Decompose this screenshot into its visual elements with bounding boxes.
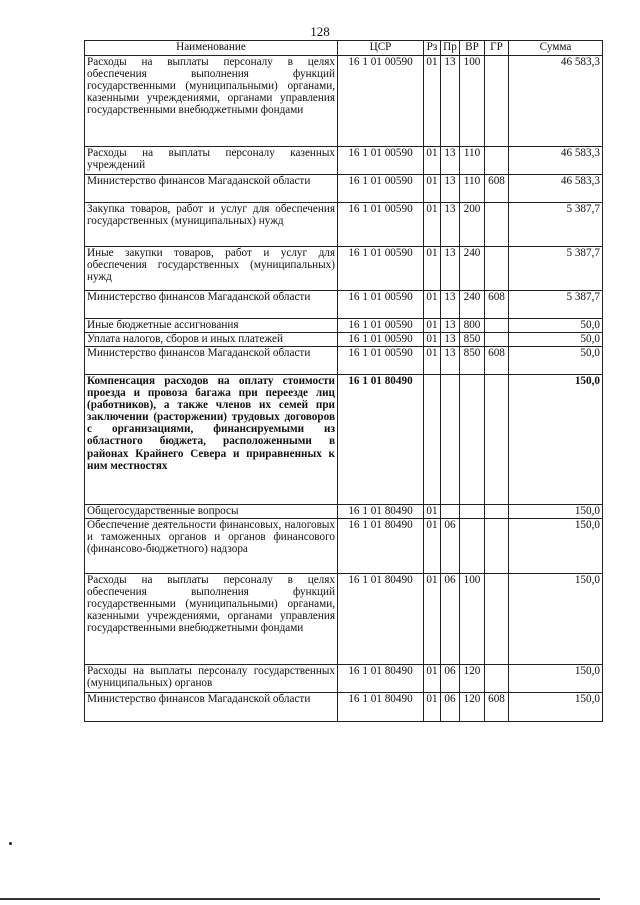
cell-csr: 16 1 01 00590	[338, 319, 424, 333]
cell-rz: 01	[424, 291, 441, 319]
table-row	[85, 347, 603, 375]
cell-sum: 150,0	[509, 505, 603, 519]
cell-rz: 01	[424, 519, 441, 574]
table-row	[85, 333, 603, 347]
cell-gr	[485, 665, 509, 693]
cell-name: Уплата налогов, сборов и иных платежей	[85, 333, 338, 347]
cell-pr: 13	[441, 247, 460, 291]
cell-vr: 120	[460, 693, 485, 722]
cell-name: Министерство финансов Магаданской области	[85, 347, 338, 375]
cell-vr: 200	[460, 203, 485, 247]
cell-pr: 13	[441, 147, 460, 175]
cell-vr: 800	[460, 319, 485, 333]
table-row	[85, 203, 603, 247]
cell-rz: 01	[424, 333, 441, 347]
cell-csr: 16 1 01 00590	[338, 347, 424, 375]
cell-name: Общегосударственные вопросы	[85, 505, 338, 519]
cell-rz: 01	[424, 147, 441, 175]
budget-table	[84, 40, 603, 722]
cell-csr: 16 1 01 80490	[338, 665, 424, 693]
table-row	[85, 319, 603, 333]
cell-rz: 01	[424, 247, 441, 291]
cell-pr: 13	[441, 175, 460, 203]
table-row	[85, 247, 603, 291]
cell-gr: 608	[485, 347, 509, 375]
cell-vr: 110	[460, 147, 485, 175]
cell-rz: 01	[424, 319, 441, 333]
cell-pr: 13	[441, 56, 460, 147]
cell-gr: 608	[485, 175, 509, 203]
cell-name: Министерство финансов Магаданской области	[85, 693, 338, 722]
cell-sum: 5 387,7	[509, 291, 603, 319]
cell-name: Иные бюджетные ассигнования	[85, 319, 338, 333]
cell-gr	[485, 147, 509, 175]
cell-name: Расходы на выплаты персоналу в целях обеспечения выполнения функций государственными (муниципальными) органами, казенными учреждениями, органами управления государственными внебюджетными фондами	[85, 56, 338, 147]
cell-name: Расходы на выплаты персоналу в целях обеспечения выполнения функций государственными (муниципальными) органами, казенными учреждениями, органами управления государственными внебюджетными фондами	[85, 574, 338, 665]
cell-csr: 16 1 01 80490	[338, 505, 424, 519]
header-name: Наименование	[85, 41, 338, 56]
cell-csr: 16 1 01 80490	[338, 519, 424, 574]
cell-pr: 13	[441, 319, 460, 333]
cell-pr: 06	[441, 665, 460, 693]
cell-csr: 16 1 01 00590	[338, 291, 424, 319]
cell-vr: 110	[460, 175, 485, 203]
table-row	[85, 519, 603, 574]
table-row	[85, 665, 603, 693]
cell-name: Расходы на выплаты персоналу казенных учреждений	[85, 147, 338, 175]
table-row	[85, 147, 603, 175]
cell-vr: 240	[460, 247, 485, 291]
cell-name: Расходы на выплаты персоналу государственных (муниципальных) органов	[85, 665, 338, 693]
cell-vr	[460, 375, 485, 505]
cell-gr	[485, 505, 509, 519]
cell-gr	[485, 247, 509, 291]
cell-pr	[441, 505, 460, 519]
cell-rz: 01	[424, 203, 441, 247]
cell-sum: 50,0	[509, 333, 603, 347]
cell-gr	[485, 574, 509, 665]
cell-rz: 01	[424, 56, 441, 147]
cell-name: Закупка товаров, работ и услуг для обеспечения государственных (муниципальных) нужд	[85, 203, 338, 247]
cell-vr: 100	[460, 56, 485, 147]
cell-rz: 01	[424, 693, 441, 722]
margin-dot	[9, 842, 12, 845]
table-row	[85, 574, 603, 665]
cell-sum: 150,0	[509, 519, 603, 574]
cell-sum: 46 583,3	[509, 175, 603, 203]
table-row	[85, 693, 603, 722]
cell-sum: 5 387,7	[509, 203, 603, 247]
cell-sum: 150,0	[509, 574, 603, 665]
cell-rz: 01	[424, 347, 441, 375]
cell-rz	[424, 375, 441, 505]
cell-rz: 01	[424, 574, 441, 665]
table-row	[85, 291, 603, 319]
header-vr: ВР	[460, 41, 485, 56]
header-sum: Сумма	[509, 41, 603, 56]
cell-csr: 16 1 01 00590	[338, 56, 424, 147]
cell-sum: 50,0	[509, 319, 603, 333]
cell-pr: 13	[441, 347, 460, 375]
table-row	[85, 505, 603, 519]
cell-vr: 100	[460, 574, 485, 665]
table-header-row	[85, 41, 603, 56]
cell-sum: 50,0	[509, 347, 603, 375]
cell-vr: 240	[460, 291, 485, 319]
cell-name: Министерство финансов Магаданской области	[85, 175, 338, 203]
cell-gr: 608	[485, 693, 509, 722]
header-pr: Пр	[441, 41, 460, 56]
cell-csr: 16 1 01 00590	[338, 247, 424, 291]
table-row	[85, 375, 603, 505]
cell-vr: 850	[460, 347, 485, 375]
table-row	[85, 56, 603, 147]
header-rz: Рз	[424, 41, 441, 56]
cell-vr: 120	[460, 665, 485, 693]
cell-name: Иные закупки товаров, работ и услуг для обеспечения государственных (муниципальных) нужд	[85, 247, 338, 291]
header-gr: ГР	[485, 41, 509, 56]
cell-pr: 13	[441, 333, 460, 347]
cell-name: Обеспечение деятельности финансовых, налоговых и таможенных органов и органов финансового (финансово-бюджетного) надзора	[85, 519, 338, 574]
bottom-edge-line	[0, 898, 600, 900]
cell-pr: 13	[441, 203, 460, 247]
cell-sum: 46 583,3	[509, 56, 603, 147]
cell-vr	[460, 519, 485, 574]
cell-csr: 16 1 01 00590	[338, 203, 424, 247]
cell-csr: 16 1 01 00590	[338, 333, 424, 347]
cell-csr: 16 1 01 00590	[338, 175, 424, 203]
cell-rz: 01	[424, 665, 441, 693]
cell-sum: 5 387,7	[509, 247, 603, 291]
cell-csr: 16 1 01 80490	[338, 693, 424, 722]
cell-name: Министерство финансов Магаданской области	[85, 291, 338, 319]
cell-gr	[485, 375, 509, 505]
cell-pr: 06	[441, 519, 460, 574]
cell-pr: 06	[441, 574, 460, 665]
cell-gr	[485, 56, 509, 147]
cell-vr	[460, 505, 485, 519]
cell-name: Компенсация расходов на оплату стоимости проезда и провоза багажа при переезде лиц (работников), а также членов их семей при заключении (расторжении) трудовых договоров с организациями, финансируемыми из областного бюджета, расположенными в районах Крайнего Севера и приравненных к ним местностях	[85, 375, 338, 505]
cell-sum: 46 583,3	[509, 147, 603, 175]
cell-gr	[485, 333, 509, 347]
table-row	[85, 175, 603, 203]
header-csr: ЦСР	[338, 41, 424, 56]
cell-gr	[485, 319, 509, 333]
cell-vr: 850	[460, 333, 485, 347]
cell-gr: 608	[485, 291, 509, 319]
page-number: 128	[310, 24, 330, 39]
cell-gr	[485, 203, 509, 247]
cell-csr: 16 1 01 00590	[338, 147, 424, 175]
cell-rz: 01	[424, 175, 441, 203]
cell-pr: 13	[441, 291, 460, 319]
cell-csr: 16 1 01 80490	[338, 375, 424, 505]
cell-sum: 150,0	[509, 693, 603, 722]
cell-csr: 16 1 01 80490	[338, 574, 424, 665]
cell-rz: 01	[424, 505, 441, 519]
cell-pr	[441, 375, 460, 505]
cell-sum: 150,0	[509, 375, 603, 505]
cell-pr: 06	[441, 693, 460, 722]
cell-gr	[485, 519, 509, 574]
cell-sum: 150,0	[509, 665, 603, 693]
